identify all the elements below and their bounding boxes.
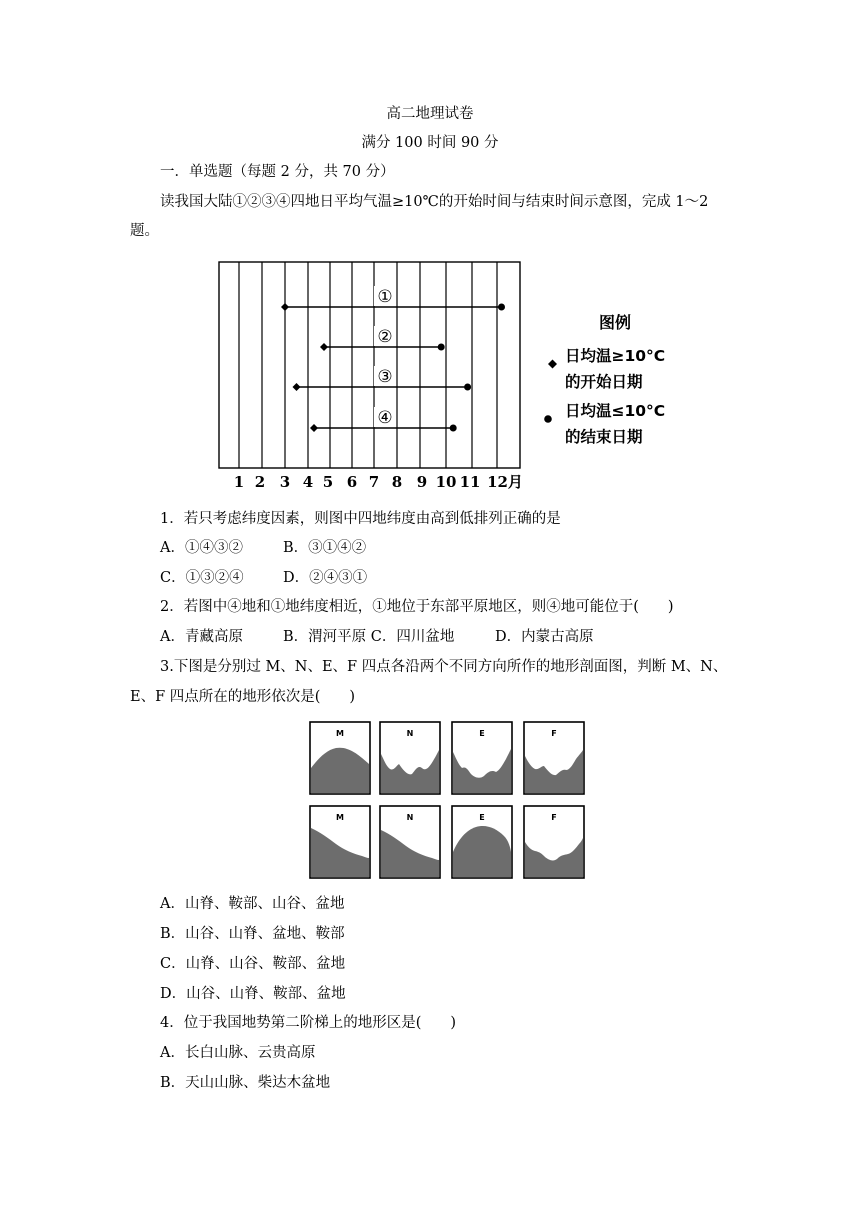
question-3-option-b: B．山谷、山脊、盆地、鞍部 xyxy=(160,926,345,942)
legend-title: 图例 xyxy=(598,313,632,332)
intro-text-line2: 题。 xyxy=(130,223,159,239)
end-date-marker xyxy=(498,304,505,311)
question-4-stem: 4．位于我国地势第二阶梯上的地形区是( ) xyxy=(160,1015,457,1031)
month-tick-label: 9 xyxy=(416,473,428,491)
question-3-option-a: A．山脊、鞍部、山谷、盆地 xyxy=(160,896,345,912)
question-4-option-b: B．天山山脉、柴达木盆地 xyxy=(160,1075,331,1091)
question-3-option-c: C．山脊、山谷、鞍部、盆地 xyxy=(160,956,346,972)
profile-n-row2 xyxy=(380,806,440,878)
question-1-option-a: A．①④③② xyxy=(160,540,243,556)
row-label: ② xyxy=(377,327,393,347)
month-tick-label: 2 xyxy=(254,473,266,491)
question-3-option-d: D．山谷、山脊、鞍部、盆地 xyxy=(160,986,346,1002)
profile-label: M xyxy=(336,729,344,738)
question-1-option-b: B．③①④② xyxy=(283,540,367,556)
chart-frame xyxy=(219,262,520,468)
page-title: 高二地理试卷 xyxy=(386,106,474,122)
question-2-stem: 2．若图中④地和①地纬度相近，①地位于东部平原地区，则④地可能位于( ) xyxy=(160,599,674,615)
end-date-marker xyxy=(438,344,445,351)
question-2-option-a: A．青藏高原 xyxy=(160,629,243,645)
end-date-marker xyxy=(450,425,457,432)
profile-label: N xyxy=(406,729,414,738)
profile-label: E xyxy=(479,729,485,738)
legend-end-line2: 的结束日期 xyxy=(565,428,643,446)
profile-n-row1 xyxy=(380,722,440,794)
month-tick-label: 10 xyxy=(435,473,457,491)
profile-label: F xyxy=(551,813,557,822)
profile-f-row1 xyxy=(524,722,584,794)
start-date-marker xyxy=(293,383,301,391)
terrain-profile-figure xyxy=(300,714,600,884)
row-label: ① xyxy=(377,287,393,307)
question-1-stem: 1．若只考虑纬度因素，则图中四地纬度由高到低排列正确的是 xyxy=(160,511,561,527)
dot-marker-icon xyxy=(544,415,552,423)
legend-start-line2: 的开始日期 xyxy=(565,373,643,391)
row-label: ④ xyxy=(377,408,393,428)
month-tick-label: 5 xyxy=(322,473,334,491)
month-tick-label: 4 xyxy=(302,473,314,491)
start-date-marker xyxy=(320,343,328,351)
month-tick-label: 7 xyxy=(368,473,380,491)
figure-legend xyxy=(544,313,665,446)
page-subtitle: 满分 100 时间 90 分 xyxy=(361,135,499,151)
intro-text-line1: 读我国大陆①②③④四地日平均气温≥10℃的开始时间与结束时间示意图，完成 1～2 xyxy=(160,194,709,210)
month-tick-label: 3 xyxy=(279,473,291,491)
legend-end-line1: 日均温≤10°C xyxy=(565,402,666,420)
profile-label: E xyxy=(479,813,485,822)
month-tick-label: 11 xyxy=(459,473,481,491)
month-tick-label: 12月 xyxy=(487,473,523,491)
question-1-option-c: C．①③②④ xyxy=(160,570,244,586)
profile-f-row2 xyxy=(524,806,584,878)
profile-m-row1 xyxy=(310,722,370,794)
profile-m-row2 xyxy=(310,806,370,878)
section-heading: 一．单选题（每题 2 分，共 70 分） xyxy=(160,164,395,180)
month-tick-label: 1 xyxy=(233,473,245,491)
month-tick-label: 8 xyxy=(391,473,403,491)
profile-label: F xyxy=(551,729,557,738)
legend-start-line1: 日均温≥10°C xyxy=(565,347,666,365)
temperature-period-figure xyxy=(0,0,860,500)
end-date-marker xyxy=(464,384,471,391)
profile-label: N xyxy=(406,813,414,822)
question-1-option-d: D．②④③① xyxy=(283,570,368,586)
profile-e-row1 xyxy=(452,722,512,794)
start-date-marker xyxy=(310,424,318,432)
question-3-stem-line1: 3.下图是分别过 M、N、E、F 四点各沿两个不同方向所作的地形剖面图，判断 M、N、 xyxy=(160,659,728,675)
question-2-option-bc: B．渭河平原 C．四川盆地 xyxy=(283,629,455,645)
month-tick-label: 6 xyxy=(346,473,358,491)
row-label: ③ xyxy=(377,367,393,387)
question-2-option-d: D．内蒙古高原 xyxy=(495,629,594,645)
start-date-marker xyxy=(281,303,289,311)
diamond-marker-icon xyxy=(548,360,557,369)
question-4-option-a: A．长白山脉、云贵高原 xyxy=(160,1045,316,1061)
question-3-stem-line2: E、F 四点所在的地形依次是( ) xyxy=(130,689,356,705)
profile-e-row2 xyxy=(452,806,512,878)
profile-label: M xyxy=(336,813,344,822)
